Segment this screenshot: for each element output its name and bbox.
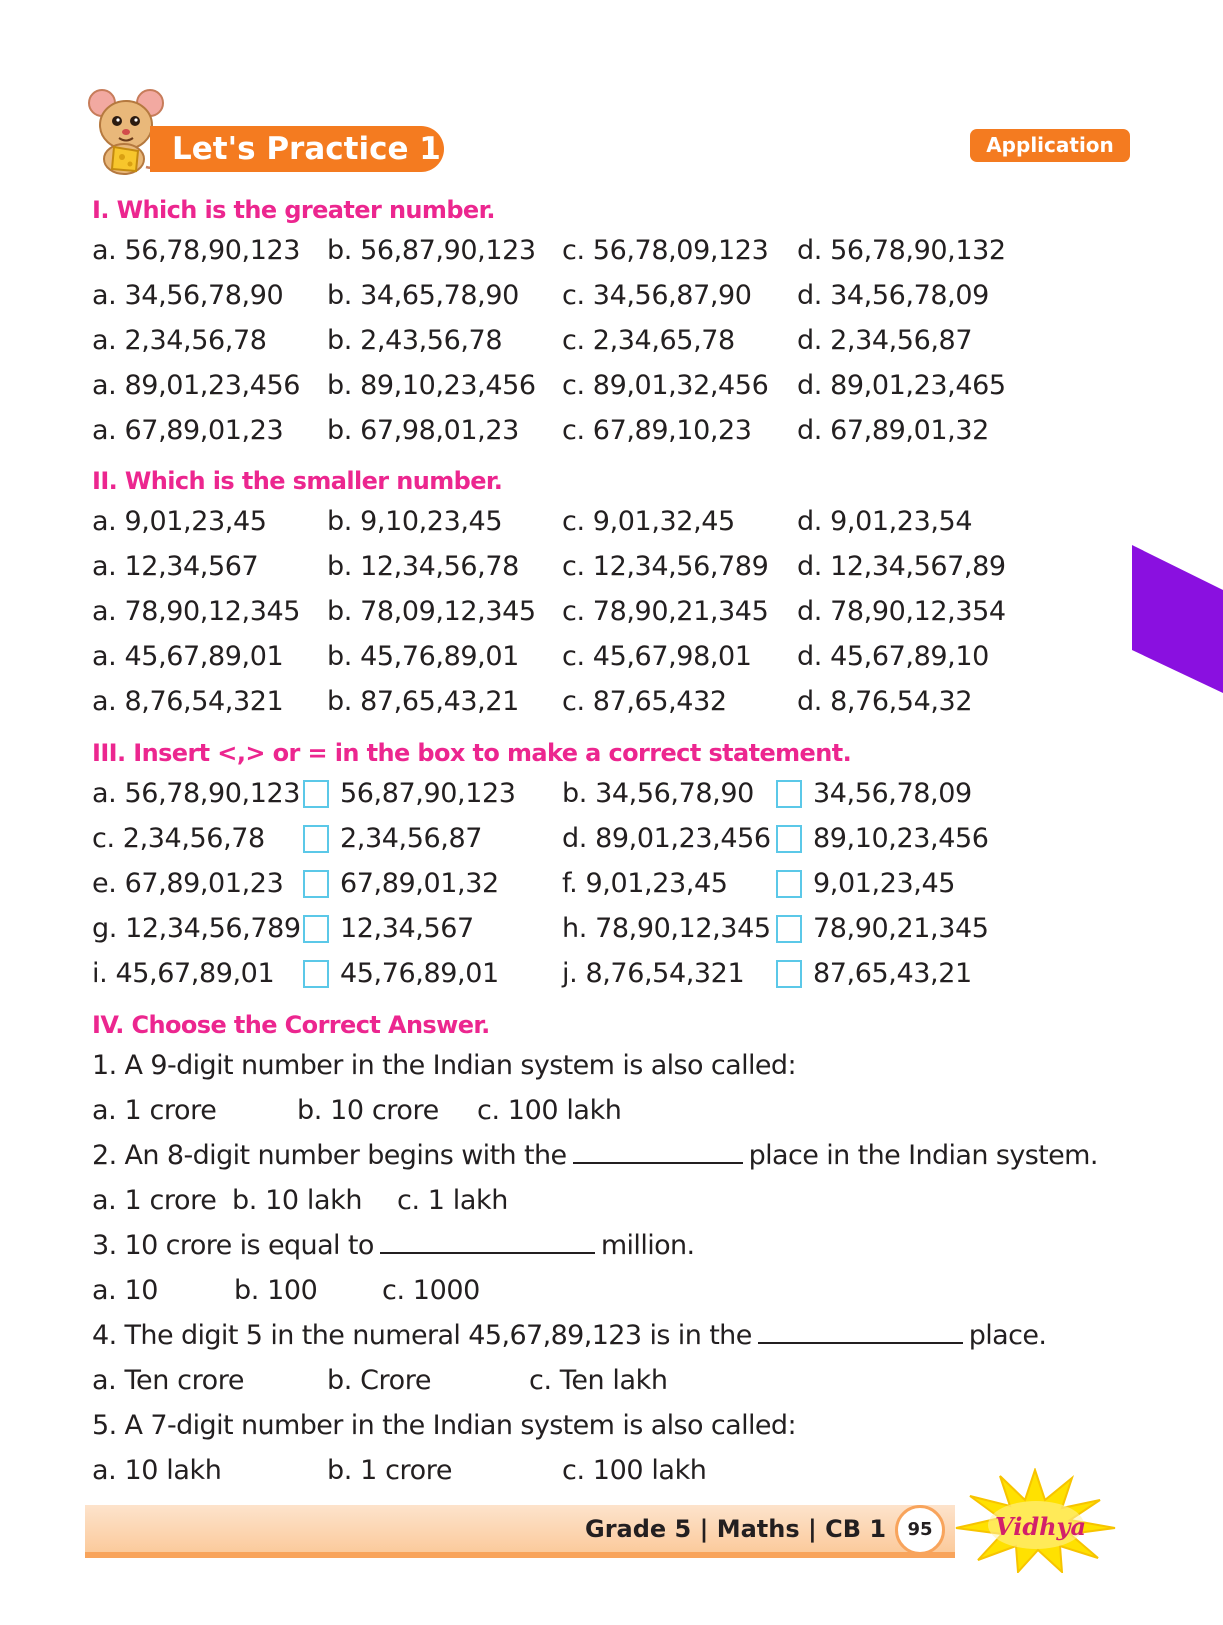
- compare-right: 78,90,21,345: [813, 913, 989, 944]
- compare-left: g. 12,34,56,789: [92, 913, 301, 944]
- answer-option: a. 1 crore: [92, 1095, 217, 1126]
- question-text: place in the Indian system.: [748, 1140, 1098, 1171]
- question-2: [92, 1136, 1098, 1176]
- purple-side-tab: [1132, 545, 1223, 693]
- greater-row: [92, 411, 1092, 451]
- compare-right: 9,01,23,45: [813, 868, 955, 899]
- option: c. 2,34,65,78: [562, 325, 735, 356]
- option: b. 45,76,89,01: [327, 641, 519, 672]
- compare-left: b. 34,56,78,90: [562, 778, 754, 809]
- option: b. 9,10,23,45: [327, 506, 503, 537]
- answer-option: c. 100 lakh: [477, 1095, 622, 1126]
- option: c. 56,78,09,123: [562, 235, 769, 266]
- option: b. 89,10,23,456: [327, 370, 536, 401]
- compare-left: h. 78,90,12,345: [562, 913, 771, 944]
- answer-option: b. 10 crore: [297, 1095, 439, 1126]
- compare-right: 87,65,43,21: [813, 958, 972, 989]
- section-heading-mcq: IV. Choose the Correct Answer.: [92, 1011, 490, 1039]
- compare-right: 34,56,78,09: [813, 778, 972, 809]
- comparison-box[interactable]: [776, 780, 802, 808]
- compare-right: 45,76,89,01: [340, 958, 499, 989]
- vidhya-logo: [950, 1468, 1120, 1573]
- answer-blank[interactable]: [380, 1226, 595, 1254]
- question-text: 3. 10 crore is equal to: [92, 1230, 374, 1261]
- answer-option: c. 1000: [382, 1275, 480, 1306]
- option: a. 78,90,12,345: [92, 596, 301, 627]
- smaller-row: [92, 592, 1092, 632]
- compare-right: 2,34,56,87: [340, 823, 482, 854]
- comparison-box[interactable]: [776, 915, 802, 943]
- compare-left: e. 67,89,01,23: [92, 868, 284, 899]
- option: d. 8,76,54,32: [797, 686, 973, 717]
- greater-row: [92, 321, 1092, 361]
- option: d. 2,34,56,87: [797, 325, 973, 356]
- answer-row-2: [92, 1181, 1092, 1221]
- option: d. 67,89,01,32: [797, 415, 989, 446]
- option: d. 12,34,567,89: [797, 551, 1006, 582]
- option: c. 67,89,10,23: [562, 415, 752, 446]
- application-badge: Application: [970, 129, 1130, 162]
- option: b. 78,09,12,345: [327, 596, 536, 627]
- section-heading-smaller: II. Which is the smaller number.: [92, 467, 503, 495]
- compare-right: 56,87,90,123: [340, 778, 516, 809]
- option: c. 89,01,32,456: [562, 370, 769, 401]
- answer-option: c. Ten lakh: [529, 1365, 668, 1396]
- answer-option: b. 1 crore: [327, 1455, 453, 1486]
- answer-option: b. 100: [234, 1275, 318, 1306]
- compare-right: 89,10,23,456: [813, 823, 989, 854]
- answer-option: a. 1 crore: [92, 1185, 217, 1216]
- smaller-row: [92, 502, 1092, 542]
- answer-blank[interactable]: [573, 1136, 743, 1164]
- option: a. 9,01,23,45: [92, 506, 267, 537]
- answer-blank[interactable]: [758, 1316, 963, 1344]
- compare-row: [92, 864, 1092, 904]
- option: c. 34,56,87,90: [562, 280, 752, 311]
- compare-left: a. 56,78,90,123: [92, 778, 301, 809]
- page-number: 95: [895, 1505, 945, 1555]
- question-1: 1. A 9-digit number in the Indian system is also called:: [92, 1050, 796, 1081]
- comparison-box[interactable]: [303, 915, 329, 943]
- option: a. 8,76,54,321: [92, 686, 284, 717]
- compare-row: [92, 774, 1092, 814]
- greater-row: [92, 231, 1092, 271]
- option: b. 67,98,01,23: [327, 415, 519, 446]
- comparison-box[interactable]: [776, 870, 802, 898]
- option: c. 12,34,56,789: [562, 551, 769, 582]
- option: b. 12,34,56,78: [327, 551, 519, 582]
- compare-left: j. 8,76,54,321: [562, 958, 745, 989]
- compare-left: c. 2,34,56,78: [92, 823, 265, 854]
- compare-right: 12,34,567: [340, 913, 474, 944]
- answer-option: c. 1 lakh: [397, 1185, 508, 1216]
- option: c. 78,90,21,345: [562, 596, 769, 627]
- compare-left: i. 45,67,89,01: [92, 958, 275, 989]
- answer-option: a. Ten crore: [92, 1365, 245, 1396]
- option: b. 87,65,43,21: [327, 686, 519, 717]
- option: b. 56,87,90,123: [327, 235, 536, 266]
- option: d. 45,67,89,10: [797, 641, 989, 672]
- comparison-box[interactable]: [303, 780, 329, 808]
- comparison-box[interactable]: [303, 870, 329, 898]
- option: d. 34,56,78,09: [797, 280, 989, 311]
- section-heading-compare: III. Insert <,> or = in the box to make a correct statement.: [92, 739, 852, 767]
- footer-grade-label: Grade 5 | Maths | CB 1: [585, 1515, 887, 1543]
- compare-right: 67,89,01,32: [340, 868, 499, 899]
- option: a. 89,01,23,456: [92, 370, 301, 401]
- option: d. 9,01,23,54: [797, 506, 973, 537]
- option: c. 9,01,32,45: [562, 506, 735, 537]
- option: b. 34,65,78,90: [327, 280, 519, 311]
- answer-option: a. 10: [92, 1275, 159, 1306]
- greater-row: [92, 366, 1092, 406]
- footer-divider: [85, 1552, 955, 1558]
- answer-row-4: [92, 1361, 1092, 1401]
- compare-left: d. 89,01,23,456: [562, 823, 771, 854]
- answer-row-5: [92, 1451, 1092, 1491]
- answer-option: b. Crore: [327, 1365, 432, 1396]
- question-text: 4. The digit 5 in the numeral 45,67,89,123 is in the: [92, 1320, 752, 1351]
- smaller-row: [92, 637, 1092, 677]
- logo-text: Vidhya: [995, 1512, 1087, 1541]
- answer-option: a. 10 lakh: [92, 1455, 222, 1486]
- compare-row: [92, 909, 1092, 949]
- option: a. 56,78,90,123: [92, 235, 301, 266]
- question-text: place.: [968, 1320, 1047, 1351]
- comparison-box[interactable]: [303, 825, 329, 853]
- comparison-box[interactable]: [776, 825, 802, 853]
- option: d. 78,90,12,354: [797, 596, 1006, 627]
- answer-row-3: [92, 1271, 1092, 1311]
- option: a. 34,56,78,90: [92, 280, 284, 311]
- question-text: 2. An 8-digit number begins with the: [92, 1140, 567, 1171]
- answer-option: c. 100 lakh: [562, 1455, 707, 1486]
- greater-row: [92, 276, 1092, 316]
- option: a. 45,67,89,01: [92, 641, 284, 672]
- option: a. 12,34,567: [92, 551, 259, 582]
- compare-left: f. 9,01,23,45: [562, 868, 728, 899]
- question-text: million.: [600, 1230, 695, 1261]
- option: b. 2,43,56,78: [327, 325, 503, 356]
- comparison-box[interactable]: [303, 960, 329, 988]
- option: a. 2,34,56,78: [92, 325, 267, 356]
- option: a. 67,89,01,23: [92, 415, 284, 446]
- question-5: 5. A 7-digit number in the Indian system is also called:: [92, 1410, 796, 1441]
- page-title: Let's Practice 1.1: [172, 131, 475, 167]
- question-4: [92, 1316, 1046, 1356]
- option: c. 87,65,432: [562, 686, 727, 717]
- compare-row: [92, 954, 1092, 994]
- option: c. 45,67,98,01: [562, 641, 752, 672]
- question-3: [92, 1226, 695, 1266]
- answer-option: b. 10 lakh: [232, 1185, 363, 1216]
- smaller-row: [92, 682, 1092, 722]
- smaller-row: [92, 547, 1092, 587]
- option: d. 89,01,23,465: [797, 370, 1006, 401]
- answer-row-1: [92, 1091, 1092, 1131]
- option: d. 56,78,90,132: [797, 235, 1006, 266]
- section-heading-greater: I. Which is the greater number.: [92, 196, 495, 224]
- comparison-box[interactable]: [776, 960, 802, 988]
- compare-row: [92, 819, 1092, 859]
